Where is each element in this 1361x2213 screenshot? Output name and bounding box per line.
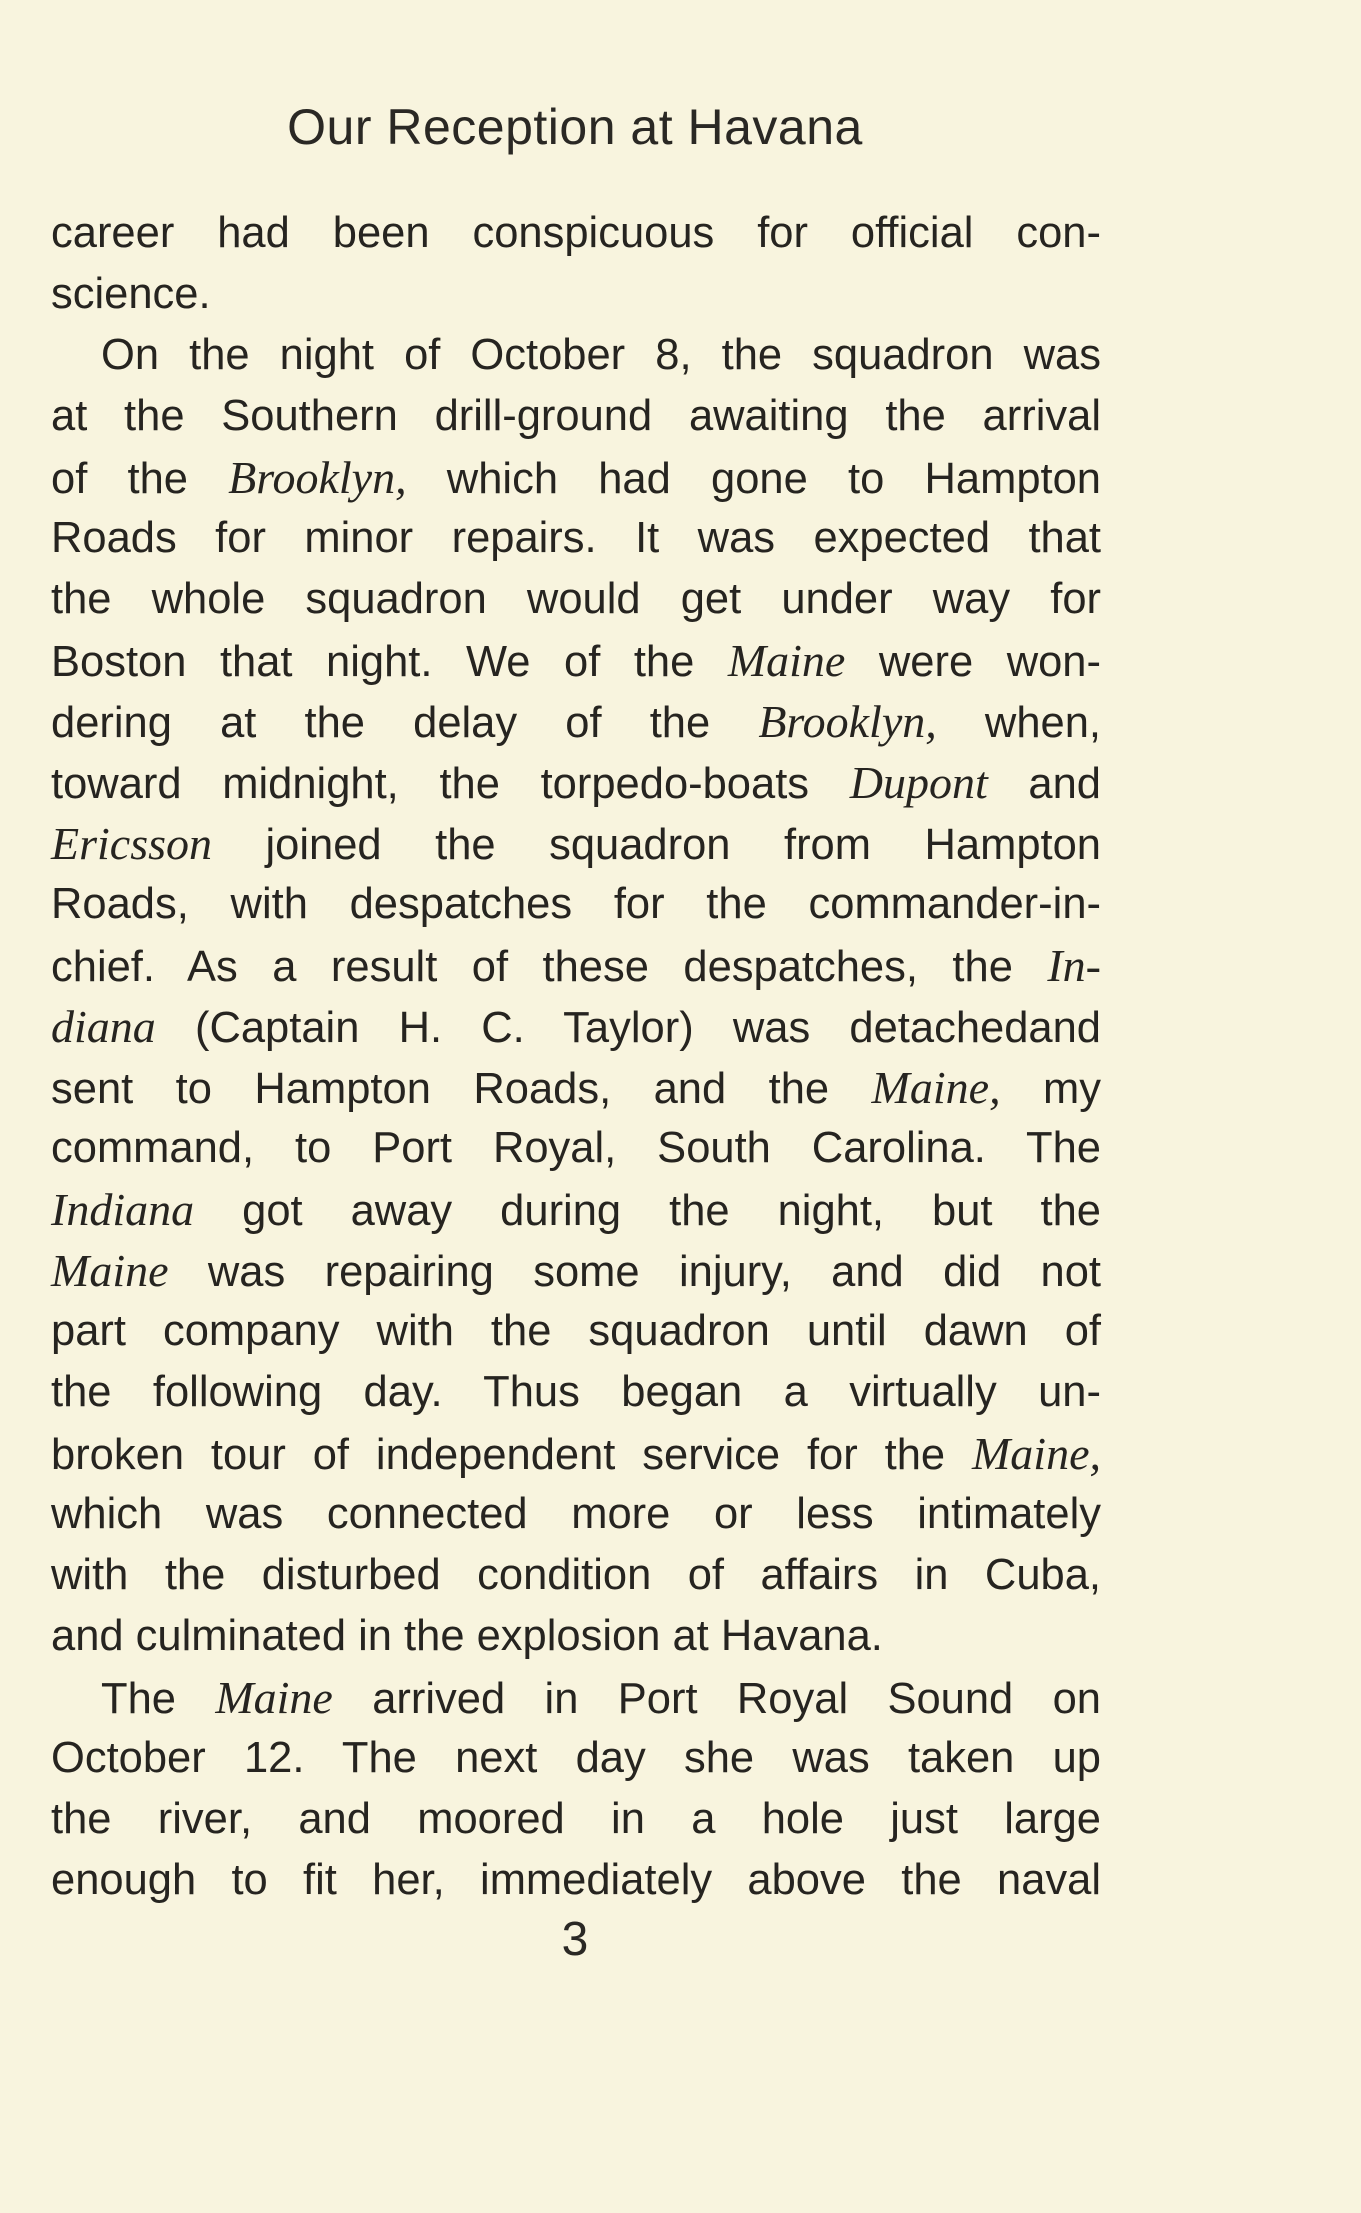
text-segment: Roads for minor repairs. It was expected that bbox=[51, 514, 1101, 562]
text-segment: when, bbox=[936, 699, 1101, 747]
text-line bbox=[51, 1118, 1101, 1179]
text-line bbox=[51, 1240, 1101, 1301]
text-segment: were won- bbox=[845, 638, 1101, 686]
text-segment: enough to fit her, immediately above the naval bbox=[51, 1856, 1101, 1904]
text-segment: part company with the squadron until dawn of bbox=[51, 1307, 1101, 1355]
text-segment: with the disturbed condition of affairs in Cuba, bbox=[51, 1551, 1101, 1599]
text-segment: Roads, with despatches for the commander-in- bbox=[51, 880, 1101, 928]
text-segment: arrived in Port Royal Sound on bbox=[332, 1675, 1102, 1723]
page-number: 3 bbox=[561, 1913, 589, 1966]
text-line bbox=[51, 1606, 1101, 1667]
text-line bbox=[51, 874, 1101, 935]
text-line bbox=[51, 1545, 1101, 1606]
text-segment: and culminated in the explosion at Havana. bbox=[51, 1612, 883, 1660]
text-line bbox=[51, 203, 1101, 264]
text-segment: On the night of October 8, the squadron was bbox=[101, 331, 1101, 379]
text-line bbox=[51, 1789, 1101, 1850]
text-line bbox=[51, 935, 1101, 996]
italic-ship-name: Brooklyn, bbox=[228, 452, 407, 503]
italic-ship-name: Maine bbox=[215, 1672, 333, 1723]
text-segment: was repairing some injury, and did not bbox=[168, 1248, 1101, 1296]
text-segment: joined the squadron from Hampton bbox=[212, 821, 1101, 869]
text-line bbox=[51, 813, 1101, 874]
text-line bbox=[51, 1423, 1101, 1484]
italic-ship-name: Maine bbox=[727, 635, 846, 686]
text-line bbox=[51, 1362, 1101, 1423]
text-line bbox=[51, 1057, 1101, 1118]
text-segment: dering at the delay of the bbox=[51, 699, 759, 747]
text-segment: (Captain H. C. Taylor) was detachedand bbox=[155, 1004, 1101, 1052]
body-text bbox=[51, 203, 1101, 1911]
text-line bbox=[51, 1667, 1101, 1728]
text-line bbox=[51, 569, 1101, 630]
text-line bbox=[51, 752, 1101, 813]
text-segment: which was connected more or less intimately bbox=[51, 1490, 1101, 1538]
italic-ship-name: Brooklyn, bbox=[758, 696, 937, 747]
text-segment: at the Southern drill-ground awaiting the arrival bbox=[51, 392, 1101, 440]
italic-ship-name: Dupont bbox=[849, 757, 988, 808]
text-line bbox=[51, 508, 1101, 569]
text-line bbox=[51, 1850, 1101, 1911]
italic-ship-name: diana bbox=[51, 1001, 156, 1052]
text-segment: career had been conspicuous for official con- bbox=[51, 209, 1101, 257]
italic-ship-name: Maine, bbox=[871, 1062, 1001, 1113]
running-head: Our Reception at Havana bbox=[287, 99, 863, 155]
italic-ship-name: In- bbox=[1047, 940, 1101, 991]
text-segment: science. bbox=[51, 270, 211, 318]
text-segment: toward midnight, the torpedo-boats bbox=[51, 760, 850, 808]
italic-ship-name: Ericsson bbox=[51, 818, 212, 869]
text-segment: which had gone to Hampton bbox=[406, 455, 1101, 503]
text-segment: broken tour of independent service for the bbox=[51, 1431, 972, 1479]
text-segment: the following day. Thus began a virtually un- bbox=[51, 1368, 1101, 1416]
text-segment: sent to Hampton Roads, and the bbox=[51, 1065, 872, 1113]
italic-ship-name: Maine bbox=[51, 1245, 169, 1296]
italic-ship-name: Indiana bbox=[51, 1184, 195, 1235]
italic-ship-name: Maine, bbox=[971, 1428, 1101, 1479]
text-segment: and bbox=[987, 760, 1101, 808]
text-segment: command, to Port Royal, South Carolina. The bbox=[51, 1124, 1101, 1172]
text-line bbox=[51, 1301, 1101, 1362]
text-line bbox=[51, 1484, 1101, 1545]
text-segment: October 12. The next day she was taken up bbox=[51, 1734, 1101, 1782]
text-line bbox=[51, 691, 1101, 752]
text-segment: the whole squadron would get under way for bbox=[51, 575, 1101, 623]
text-segment: of the bbox=[51, 455, 229, 503]
text-line bbox=[51, 1179, 1101, 1240]
text-line bbox=[51, 386, 1101, 447]
text-segment: the river, and moored in a hole just large bbox=[51, 1795, 1101, 1843]
text-segment: Boston that night. We of the bbox=[51, 638, 728, 686]
text-line bbox=[51, 630, 1101, 691]
text-line bbox=[51, 264, 1101, 325]
text-segment: The bbox=[101, 1675, 216, 1723]
text-segment: my bbox=[1000, 1065, 1101, 1113]
text-segment: chief. As a result of these despatches, the bbox=[51, 943, 1048, 991]
text-line bbox=[51, 1728, 1101, 1789]
text-segment: got away during the night, but the bbox=[194, 1187, 1101, 1235]
text-line bbox=[51, 996, 1101, 1057]
text-line bbox=[51, 447, 1101, 508]
text-line bbox=[51, 325, 1101, 386]
